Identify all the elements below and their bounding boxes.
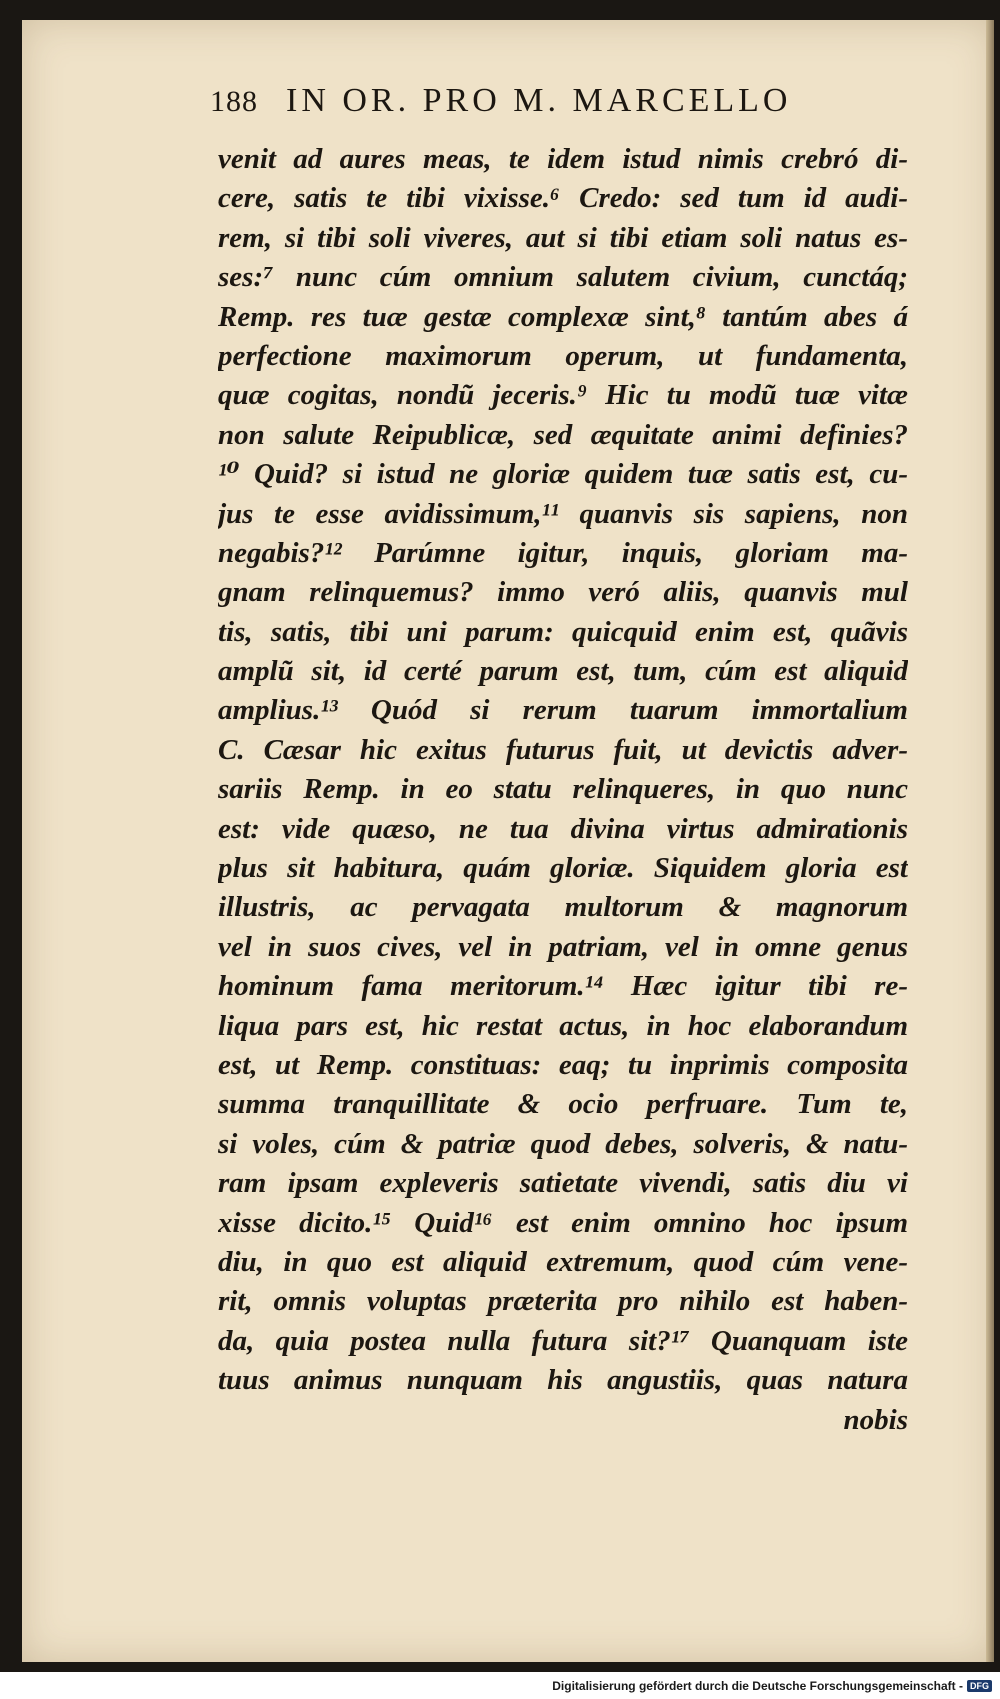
text-line: amplius.¹³ Quód si rerum tuarum immortalium <box>218 694 908 727</box>
text-line: negabis?¹² Parúmne igitur, inquis, gloriam ma- <box>218 536 908 569</box>
funding-credit: Digitalisierung gefördert durch die Deutsche Forschungsgemeinschaft - <box>552 1678 963 1693</box>
dfg-logo-icon: DFG <box>967 1680 992 1692</box>
text-line: Remp. res tuæ gestæ complexæ sint,⁸ tantúm abes á <box>218 300 908 333</box>
text-line: plus sit habitura, quám gloriæ. Siquidem gloria est <box>218 852 908 885</box>
text-line: est: vide quæso, ne tua divina virtus admirationis <box>218 812 908 845</box>
page-edge <box>986 20 994 1662</box>
text-line: ¹⁰ Quid? si istud ne gloriæ quidem tuæ satis est, cu- <box>218 458 908 491</box>
running-title: IN OR. PRO M. MARCELLO <box>286 82 792 119</box>
text-line: rem, si tibi soli viveres, aut si tibi etiam soli natus es- <box>218 221 908 254</box>
digitization-footer <box>0 1672 1000 1699</box>
text-line: summa tranquillitate & ocio perfruare. Tum te, <box>218 1088 908 1121</box>
catchword: nobis <box>843 1403 908 1436</box>
text-line: si voles, cúm & patriæ quod debes, solveris, & natu- <box>218 1127 908 1160</box>
text-line: perfectione maximorum operum, ut fundamenta, <box>218 339 908 372</box>
text-line: hominum fama meritorum.¹⁴ Hæc igitur tibi re- <box>218 970 908 1003</box>
text-line: xisse dicito.¹⁵ Quid¹⁶ est enim omnino hoc ipsum <box>218 1206 908 1239</box>
text-line: quæ cogitas, nondũ jeceris.⁹ Hic tu modũ tuæ vitæ <box>218 379 908 412</box>
text-line: jus te esse avidissimum,¹¹ quanvis sis sapiens, non <box>218 497 908 530</box>
text-line: illustris, ac pervagata multorum & magnorum <box>218 891 908 924</box>
text-line: liqua pars est, hic restat actus, in hoc elaborandum <box>218 1009 908 1042</box>
body-text <box>218 140 908 1440</box>
text-line: sariis Remp. in eo statu relinqueres, in quo nunc <box>218 773 908 806</box>
text-line: tuus animus nunquam his angustiis, quas natura <box>218 1364 908 1397</box>
text-line: amplũ sit, id certé parum est, tum, cúm est aliquid <box>218 655 908 688</box>
text-line: ses:⁷ nunc cúm omnium salutem civium, cunctáq; <box>218 261 908 294</box>
text-line: tis, satis, tibi uni parum: quicquid enim est, quãvis <box>218 615 908 648</box>
text-line: cere, satis te tibi vixisse.⁶ Credo: sed tum id audi- <box>218 182 908 215</box>
text-line: da, quia postea nulla futura sit?¹⁷ Quanquam iste <box>218 1324 908 1357</box>
text-line: venit ad aures meas, te idem istud nimis crebró di- <box>218 143 908 175</box>
text-line: non salute Reipublicæ, sed æquitate animi definies? <box>218 418 908 451</box>
text-line: C. Cæsar hic exitus futurus fuit, ut devictis adver- <box>218 733 908 766</box>
text-line: rit, omnis voluptas præterita pro nihilo est haben- <box>218 1285 908 1318</box>
text-line: gnam relinquemus? immo veró aliis, quanvis mul <box>218 576 908 609</box>
running-head <box>210 82 910 134</box>
text-line: ram ipsam expleveris satietate vivendi, satis diu vi <box>218 1167 908 1200</box>
text-line: diu, in quo est aliquid extremum, quod cúm vene- <box>218 1245 908 1278</box>
page-number: 188 <box>210 85 258 118</box>
text-line: vel in suos cives, vel in patriam, vel in omne genus <box>218 930 908 963</box>
text-line: est, ut Remp. constituas: eaq; tu inprimis composita <box>218 1048 908 1081</box>
